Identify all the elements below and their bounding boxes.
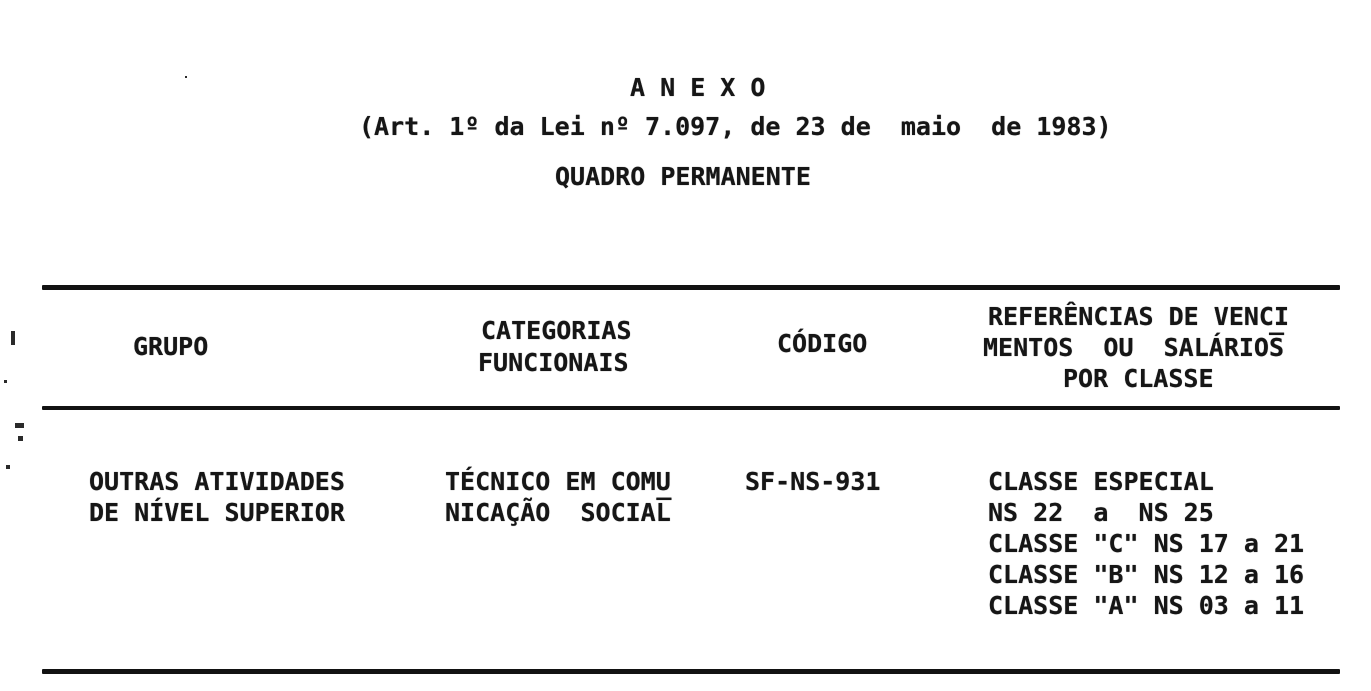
cell-referencias-line1: CLASSE ESPECIAL — [988, 467, 1214, 496]
column-header-referencias-line1: REFERÊNCIAS DE VENCI — [988, 302, 1290, 331]
cell-referencias-line2: NS 22 a NS 25 — [988, 498, 1214, 527]
page-heading: QUADRO PERMANENTE — [555, 162, 811, 191]
column-header-referencias-line2: MENTOS OU SALÁRIOS̅ — [983, 333, 1285, 362]
column-header-codigo: CÓDIGO — [777, 329, 868, 358]
page-subtitle: (Art. 1º da Lei nº 7.097, de 23 de maio de 1983) — [359, 112, 1112, 141]
column-header-categorias-line1: CATEGORIAS — [481, 316, 632, 345]
column-header-referencias-line3: POR CLASSE — [1063, 364, 1214, 393]
cell-grupo-line2: DE NÍVEL SUPERIOR — [89, 498, 345, 527]
scan-speckle — [11, 331, 15, 345]
table-bottom-rule — [42, 669, 1340, 674]
cell-codigo: SF-NS-931 — [745, 467, 881, 496]
scan-speckle — [6, 465, 10, 469]
scan-speckle — [4, 380, 7, 383]
scan-speckle — [15, 423, 24, 428]
table-header-rule — [42, 406, 1340, 410]
column-header-grupo: GRUPO — [133, 332, 209, 361]
column-header-categorias-line2: FUNCIONAIS — [478, 348, 629, 377]
scan-speckle — [18, 436, 23, 441]
cell-grupo-line1: OUTRAS ATIVIDADES — [89, 467, 345, 496]
cell-categoria-line1: TÉCNICO EM COMU — [445, 467, 671, 496]
scan-speckle — [185, 76, 187, 78]
cell-referencias-line5: CLASSE "A" NS 03 a 11 — [988, 591, 1305, 620]
cell-referencias-line3: CLASSE "C" NS 17 a 21 — [988, 529, 1305, 558]
cell-referencias-line4: CLASSE "B" NS 12 a 16 — [988, 560, 1305, 589]
cell-categoria-line2: NICAÇÃO SOCIAL̅ — [445, 498, 671, 527]
table-top-rule — [42, 285, 1340, 290]
page-title: A N E X O — [630, 73, 766, 102]
